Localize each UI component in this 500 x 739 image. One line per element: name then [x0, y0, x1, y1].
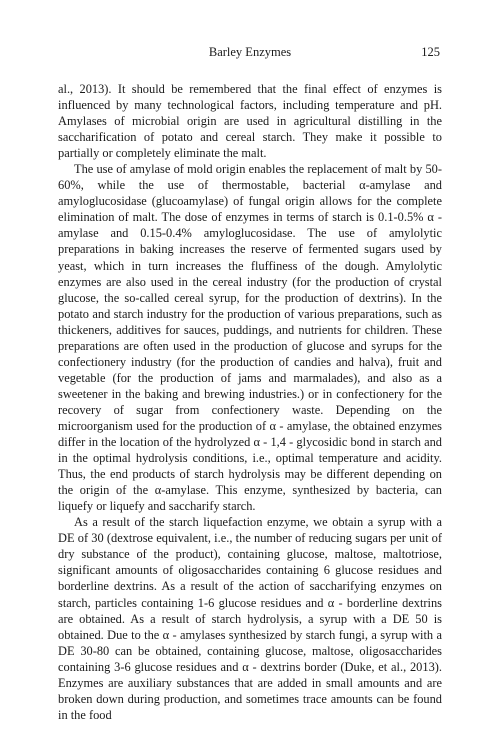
running-title: Barley Enzymes: [208, 45, 292, 59]
page-number: 125: [421, 45, 440, 59]
paragraph-starch-liquefaction: As a result of the starch liquefaction enzyme, we obtain a syrup with a DE of 30 (dextrose equivalent, i.e., the number of reducing sugars per unit of dry substance of the product), containing glucose, maltose, maltotriose, significant amounts of oligosaccharides containing 6 glucose residues and borderline dextrins. As a result of the action of saccharifying enzymes on starch, particles containing 1-6 glucose residues and α - borderline dextrins are obtained. As a result of starch hydrolysis, a syrup with a DE 50 is obtained. Due to the α - amylases synthesized by starch fungi, a syrup with a DE 30-80 can be obtained, containing glucose, maltose, oligosaccharides containing 3-6 glucose residues and α - dextrins border (Duke, et al., 2013). Enzymes are auxiliary substances that are added in small amounts and are broken down during production, and sometimes trace amounts can be found in the food: [58, 515, 442, 722]
paragraph-continued: al., 2013). It should be remembered that the final effect of enzymes is influenced by many technological factors, including temperature and pH. Amylases of microbial origin are used in agricultural distilling in the saccharification of potato and cereal starch. They make it possible to partially or completely eliminate the malt.: [58, 82, 442, 161]
running-head: [58, 44, 442, 60]
paragraph-amylase-uses: The use of amylase of mold origin enables the replacement of malt by 50-60%, while the use of thermostable, bacterial α-amylase and amyloglucosidase (glucoamylase) of fungal origin allows for the complete elimination of malt. The dose of enzymes in terms of starch is 0.1-0.5% α - amylase and 0.15-0.4% amyloglucosidase. The use of amylolytic preparations in baking increases the reserve of fermented sugars used by yeast, which in turn increases the fluffiness of the dough. Amylolytic enzymes are also used in the cereal industry (for the production of crystal glucose, the so-called cereal syrup, for the production of dextrins). In the potato and starch industry for the production of various preparations, such as thickeners, additives for sauces, puddings, and nutrients for children. These preparations are often used in the production of glucose and syrups for the confectionery industry (for the production of candies and halva), fruit and vegetable (for the production of jams and marmalades), and also as a sweetener in the baking and brewing industries.) or in confectionery for the recovery of sugar from confectionery waste. Depending on the microorganism used for the production of α - amylase, the obtained enzymes differ in the location of the hydrolyzed α - 1,4 - glycosidic bond in starch and in the optimal hydrolysis conditions, i.e., optimal temperature and acidity. Thus, the end products of starch hydrolysis may be different depending on the origin of the α-amylase. This enzyme, synthesized by bacteria, can liquefy or liquefy and saccharify starch.: [58, 162, 442, 514]
book-page: [58, 0, 442, 739]
body-text: [58, 81, 442, 723]
